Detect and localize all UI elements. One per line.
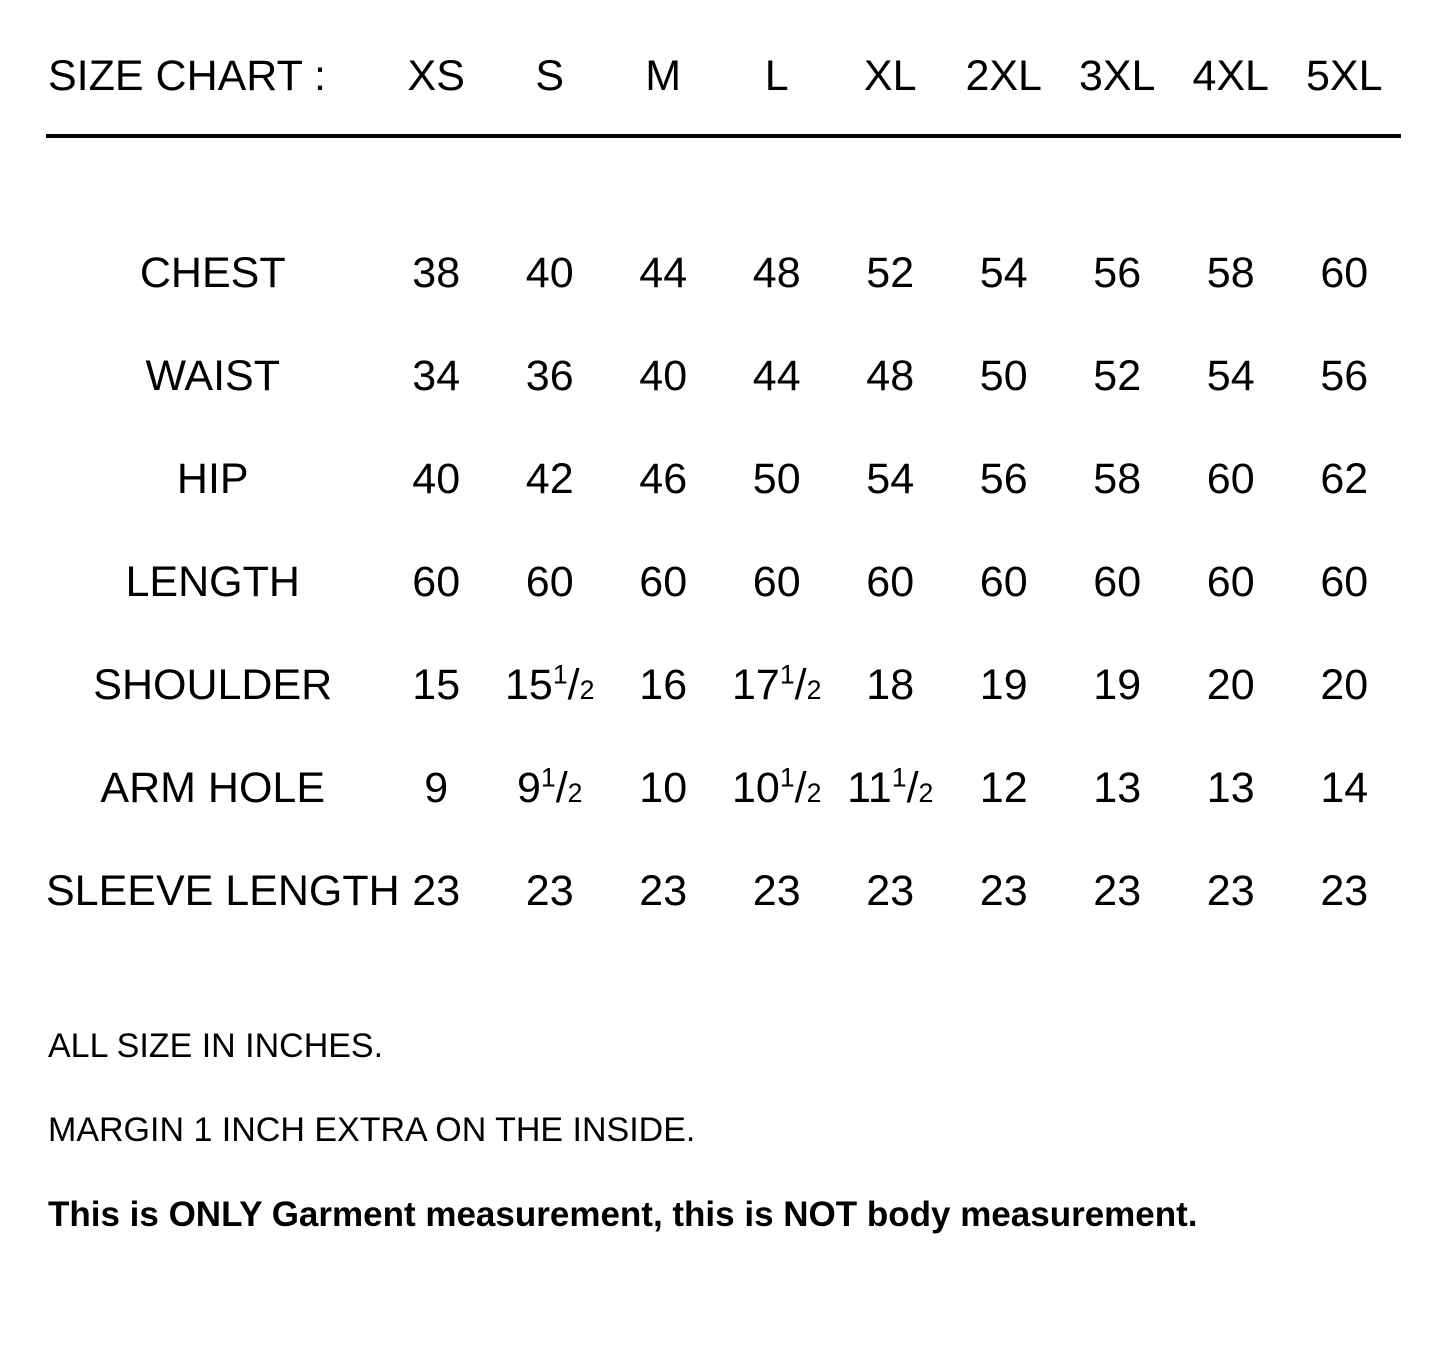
cell-chest-2xl: 54 <box>979 249 1028 297</box>
cell-shoulder-2xl: 19 <box>979 661 1028 709</box>
cell-length-l: 60 <box>752 558 801 606</box>
cell-length-5xl: 60 <box>1320 558 1369 606</box>
note-margin: MARGIN 1 INCH EXTRA ON THE INSIDE. <box>48 1111 696 1149</box>
column-header-s: S <box>535 51 565 100</box>
row-label-chest: CHEST <box>139 249 286 297</box>
header-spacer-row <box>46 144 1401 222</box>
cell-hip-l: 50 <box>752 455 801 503</box>
cell-arm-hole-4xl: 13 <box>1206 764 1255 812</box>
column-header-4xl: 4XL <box>1192 51 1269 100</box>
cell-length-3xl: 60 <box>1093 558 1142 606</box>
cell-sleeve-length-4xl: 23 <box>1206 867 1255 915</box>
cell-arm-hole-m: 10 <box>639 764 688 812</box>
cell-shoulder-xl: 18 <box>866 661 915 709</box>
header-spacer-cell <box>46 144 1401 222</box>
cell-chest-4xl: 58 <box>1206 249 1255 297</box>
cell-hip-3xl: 58 <box>1093 455 1142 503</box>
cell-hip-4xl: 60 <box>1206 455 1255 503</box>
row-label-arm-hole: ARM HOLE <box>100 764 326 812</box>
cell-length-2xl: 60 <box>979 558 1028 606</box>
cell-arm-hole-xl <box>833 737 947 840</box>
header-divider-cell <box>46 122 1401 144</box>
cell-sleeve-length-xl: 23 <box>866 867 915 915</box>
cell-sleeve-length-2xl: 23 <box>979 867 1028 915</box>
cell-arm-hole-l <box>720 737 834 840</box>
cell-sleeve-length-5xl: 23 <box>1320 867 1369 915</box>
cell-sleeve-length-s: 23 <box>525 867 574 915</box>
table-body <box>46 222 1401 943</box>
mixed-fraction: $15^1/2$ <box>504 659 595 709</box>
row-label-length: LENGTH <box>125 558 300 606</box>
cell-chest-xs: 38 <box>412 249 461 297</box>
header-row <box>46 30 1401 122</box>
column-header-l: L <box>764 51 789 100</box>
cell-arm-hole-2xl: 12 <box>979 764 1028 812</box>
cell-chest-m: 44 <box>639 249 688 297</box>
cell-waist-4xl: 54 <box>1206 352 1255 400</box>
row-label-hip: HIP <box>176 455 249 503</box>
cell-hip-2xl: 56 <box>979 455 1028 503</box>
cell-waist-3xl: 52 <box>1093 352 1142 400</box>
cell-length-4xl: 60 <box>1206 558 1255 606</box>
cell-waist-5xl: 56 <box>1320 352 1369 400</box>
table-row <box>46 634 1401 737</box>
cell-hip-xs: 40 <box>412 455 461 503</box>
notes-section <box>46 1029 1405 1232</box>
cell-length-xs: 60 <box>412 558 461 606</box>
note-unit: ALL SIZE IN INCHES. <box>48 1027 384 1065</box>
row-label-waist: WAIST <box>145 352 281 400</box>
cell-length-s: 60 <box>525 558 574 606</box>
cell-shoulder-s <box>493 634 607 737</box>
table-row <box>46 840 1401 943</box>
column-header-2xl: 2XL <box>965 51 1042 100</box>
cell-sleeve-length-l: 23 <box>752 867 801 915</box>
cell-hip-m: 46 <box>639 455 688 503</box>
table-row <box>46 222 1401 325</box>
header-rule <box>46 134 1401 138</box>
cell-hip-xl: 54 <box>866 455 915 503</box>
cell-sleeve-length-3xl: 23 <box>1093 867 1142 915</box>
cell-waist-s: 36 <box>525 352 574 400</box>
cell-chest-l: 48 <box>752 249 801 297</box>
column-header-5xl: 5XL <box>1305 51 1383 100</box>
mixed-fraction: $9^1/2$ <box>516 762 583 812</box>
cell-length-m: 60 <box>639 558 688 606</box>
table-header <box>46 30 1401 222</box>
column-header-m: M <box>645 51 682 100</box>
cell-arm-hole-xs: 9 <box>424 764 449 812</box>
cell-chest-s: 40 <box>525 249 574 297</box>
cell-hip-s: 42 <box>525 455 574 503</box>
cell-waist-l: 44 <box>752 352 801 400</box>
cell-shoulder-5xl: 20 <box>1320 661 1369 709</box>
column-header-xs: XS <box>407 51 465 100</box>
row-label-shoulder: SHOULDER <box>93 661 333 709</box>
cell-shoulder-l <box>720 634 834 737</box>
cell-shoulder-xs: 15 <box>412 661 461 709</box>
size-chart-table <box>46 30 1401 943</box>
mixed-fraction: $11^1/2$ <box>847 762 934 812</box>
size-chart-title: SIZE CHART : <box>48 51 326 100</box>
table-row <box>46 531 1401 634</box>
table-row <box>46 325 1401 428</box>
cell-shoulder-3xl: 19 <box>1093 661 1142 709</box>
cell-sleeve-length-xs: 23 <box>412 867 461 915</box>
header-divider-row <box>46 122 1401 144</box>
cell-hip-5xl: 62 <box>1320 455 1369 503</box>
cell-length-xl: 60 <box>866 558 915 606</box>
column-header-3xl: 3XL <box>1078 51 1156 100</box>
mixed-fraction: $10^1/2$ <box>731 762 822 812</box>
table-row <box>46 428 1401 531</box>
cell-waist-2xl: 50 <box>979 352 1028 400</box>
cell-waist-xs: 34 <box>412 352 461 400</box>
table-row <box>46 737 1401 840</box>
row-label-sleeve-length: SLEEVE LENGTH <box>46 867 400 915</box>
cell-waist-m: 40 <box>639 352 688 400</box>
column-header-xl: XL <box>863 51 917 100</box>
cell-arm-hole-5xl: 14 <box>1320 764 1369 812</box>
cell-shoulder-4xl: 20 <box>1206 661 1255 709</box>
cell-waist-xl: 48 <box>866 352 915 400</box>
cell-sleeve-length-m: 23 <box>639 867 688 915</box>
cell-chest-5xl: 60 <box>1320 249 1369 297</box>
cell-chest-3xl: 56 <box>1093 249 1142 297</box>
mixed-fraction: $17^1/2$ <box>731 659 822 709</box>
note-disclaimer: This is ONLY Garment measurement, this is NOT body measurement. <box>48 1195 1198 1234</box>
cell-arm-hole-s <box>493 737 607 840</box>
cell-arm-hole-3xl: 13 <box>1093 764 1142 812</box>
cell-shoulder-m: 16 <box>639 661 688 709</box>
cell-chest-xl: 52 <box>866 249 915 297</box>
